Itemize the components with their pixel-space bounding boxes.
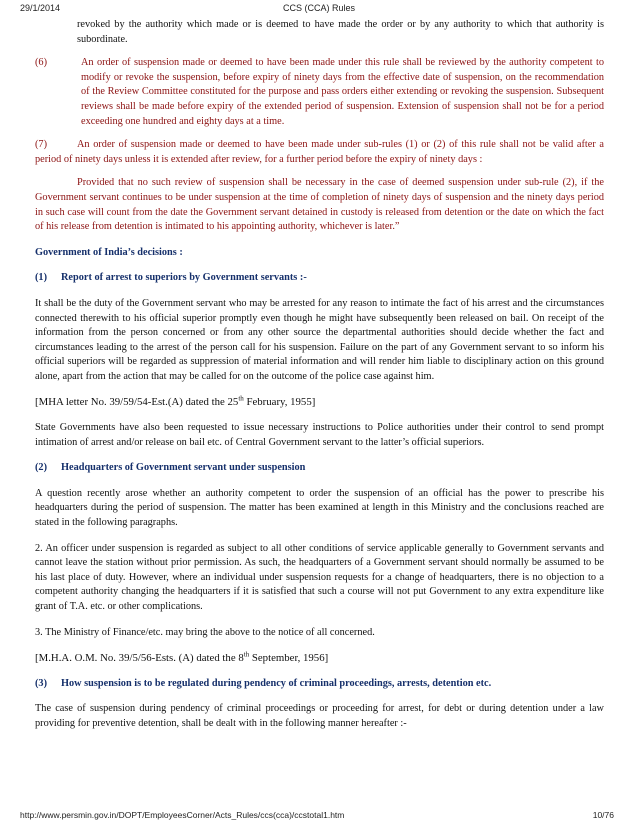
decision-2-reference: [35, 651, 604, 666]
decision-3-number: (3): [35, 677, 48, 689]
decision-2-paragraph-1: A question recently arose whether an authority competent to order the suspension of an official has the power to prescribe his headquarters during the period of suspension. The matter has been examined at length in this Ministry and the conclusions reached are stated in the following paragraphs.: [35, 487, 604, 529]
decision-1-number: (1): [35, 272, 48, 284]
ref-1-text: [MHA letter No. 39/59/54-Est.(A) dated the 25: [35, 396, 239, 409]
decision-2-paragraph-3: 3. The Ministry of Finance/etc. may bring the above to the notice of all concerned.: [35, 626, 375, 638]
rule-7-number: (7): [35, 139, 48, 151]
decision-1-paragraph-2: State Governments have also been requested to issue necessary instructions to Police authorities under their control to send prompt intimation of arrest and/or release on bail etc. of Central Government servant to the latter’s official superiors.: [35, 422, 604, 448]
ref-2-sup: th: [243, 650, 250, 659]
print-title: CCS (CCA) Rules: [282, 3, 355, 13]
rule-7-text: An order of suspension made or deemed to have been made under sub-rules (1) or (2) of this rule shall not be valid after a period of ninety days unless it is extended after review, for a further period before the expiry of ninety days :: [35, 139, 604, 165]
decision-1-paragraph: It shall be the duty of the Government servant who may be arrested for any reason to intimate the fact of his arrest and the circumstances connected therewith to his official superior promptly even though he might have subsequently been released on bail. On receipt of the information from the person concerned or from any other source the departmental authorities should decide whether the fact and circumstances leading to the arrest of the person call for his suspension. Failure on the part of any Government servant to so inform his official superiors will be regarded as suppression of material information and will render him liable to disciplinary action on this ground alone, apart from the action that may be called for on the outcome of the police case against him.: [35, 297, 604, 382]
continued-paragraph: revoked by the authority which made or is deemed to have made the order or by any authority to which that authority is subordinate.: [77, 19, 604, 45]
decision-3-title: How suspension is to be regulated during pendency of criminal proceedings, arrests, detention etc.: [61, 677, 492, 689]
page-number: 10/76: [592, 810, 614, 820]
rule-6-number: (6): [35, 57, 48, 69]
goi-decisions-heading: Government of India’s decisions :: [35, 246, 183, 258]
decision-1-title: Report of arrest to superiors by Government servants :-: [61, 272, 307, 284]
print-date: 29/1/2014: [20, 3, 61, 13]
ref-2-text: [M.H.A. O.M. No. 39/5/56-Ests. (A) dated the 8: [35, 652, 244, 665]
decision-2-title: Headquarters of Government servant under suspension: [61, 462, 306, 474]
document-body: [35, 18, 604, 732]
proviso-paragraph: Provided that no such review of suspension shall be necessary in the case of deemed suspension under sub-rule (2), if the Government servant continues to be under suspension at the time of completion of ninety days of suspension and the ninety days period in such case will count from the date the Government servant detained in custody is released from detention or the date on which the fact of his release from detention is intimated to his appointing authority, whichever is later.”: [35, 177, 604, 233]
decision-1-reference: [35, 395, 604, 410]
decision-3-heading: [35, 677, 604, 692]
ref-2-date: September, 1956]: [249, 652, 329, 665]
decision-2-heading: [35, 461, 604, 476]
rule-6-text: An order of suspension made or deemed to have been made under this rule shall be reviewed by the authority competent to modify or revoke the suspension, before expiry of ninety days from the effective date of suspension, on the recommendation of the Review Committee constituted for the purpose and pass orders either extending or revoking the suspension. Subsequent reviews shall be made before expiry of the extended period of suspension. Extension of suspension shall not be for a period exceeding one hundred and eighty days at a time.: [81, 57, 604, 127]
rule-6: [35, 56, 604, 129]
ref-1-sup: th: [238, 394, 244, 403]
ref-1-date: February, 1955]: [243, 396, 316, 409]
decision-1-heading: [35, 271, 604, 286]
footer-url: http://www.persmin.gov.in/DOPT/EmployeesCorner/Acts_Rules/ccs(cca)/ccstotal1.htm: [20, 810, 345, 820]
decision-3-paragraph: The case of suspension during pendency of criminal proceedings or proceeding for arrest, for debt or during detention under a law providing for preventive detention, shall be dealt with in the following manner hereafter :-: [35, 703, 604, 729]
decision-2-paragraph-2: 2. An officer under suspension is regarded as subject to all other conditions of service applicable generally to Government servants and cannot leave the station without prior permission. As such, the headquarters of a Government servant should normally be assumed to be his last place of duty. However, where an individual under suspension requests for a change of headquarters, there is no objection to a competent authority changing the headquarters if it is satisfied that such a course will not put Government to any extra expenditure like grant of T.A. etc. or other complications.: [35, 542, 604, 612]
rule-7: [35, 138, 604, 167]
decision-2-number: (2): [35, 462, 48, 474]
